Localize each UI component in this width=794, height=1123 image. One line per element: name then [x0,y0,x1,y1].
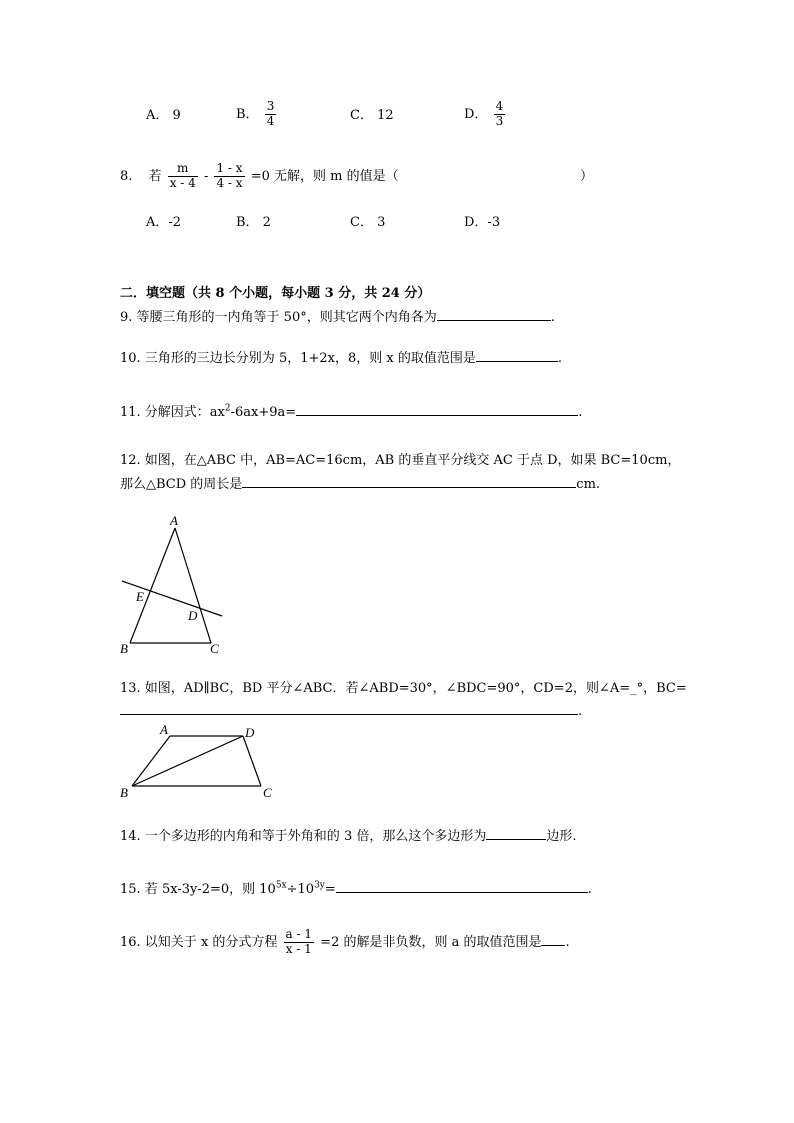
unit: cm. [576,477,601,492]
minus-sign: - [203,168,209,184]
question-10 [120,349,562,365]
q7-option-b [236,100,278,129]
answer-blank [336,880,588,893]
question-15 [120,880,592,896]
q9-text: 9. 等腰三角形的一内角等于 50°，则其它两个内角各为 [120,310,437,325]
period: . [578,405,583,420]
q8-pre: 若 [148,168,162,184]
section-title: 二．填空题（共 8 个小题，每小题 3 分，共 24 分） [120,286,431,301]
question-12-line-1: 12. 如图，在△ABC 中，AB=AC=16cm，AB 的垂直平分线交 AC 于点 D，如果 BC=10cm， [120,453,681,468]
question-number: 8. [120,168,133,184]
q8-option-b: B． 2 [236,215,271,230]
question-14 [120,827,576,843]
label-b: B [120,641,128,656]
q8-fraction-2 [214,162,244,191]
q7-option-b-prefix: B． [236,106,259,122]
superscript: 3y [314,880,325,891]
fraction-denominator: x - 1 [285,941,312,956]
fraction-numerator: 4 [495,99,504,113]
period: . [557,351,562,366]
q8-option-c: C． 3 [350,215,386,230]
q15-post: = [324,882,336,897]
trapezoid-figure-q13 [112,722,282,802]
period: . [578,704,583,719]
period: . [565,934,570,950]
q16-post: =2 的解是非负数，则 a 的取值范围是 [320,934,542,950]
label-d: D [245,725,255,740]
fraction-denominator: 4 - x [216,175,243,190]
fraction-numerator: m [177,161,189,175]
fraction-numerator: 3 [266,99,275,113]
question-13-line-2 [120,702,582,718]
segment-ab [132,736,170,786]
label-d: D [188,608,198,623]
q7-option-c: C． 12 [350,108,394,123]
label-b: B [120,785,128,800]
q10-text: 10. 三角形的三边长分别为 5，1+2x，8，则 x 的取值范围是 [120,351,476,366]
question-9 [120,308,555,324]
q16-fraction [284,928,314,957]
label-e: E [136,589,144,604]
q8-option-a: A．-2 [146,215,182,230]
label-c: C [210,641,219,656]
q8-option-d: D．-3 [464,215,501,230]
q8-fraction-1 [168,162,198,191]
q7-option-b-fraction [265,100,277,129]
label-a: A [160,722,168,737]
period: . [587,882,592,897]
fraction-denominator: 4 [266,113,275,128]
q7-option-d-fraction [494,100,506,129]
segment-ac [175,528,211,643]
answer-blank [120,702,578,715]
q14-text: 14. 一个多边形的内角和等于外角和的 3 倍，那么这个多边形为 [120,829,487,844]
q12-line2-text: 那么△BCD 的周长是 [120,477,243,492]
q16-pre: 16. 以知关于 x 的分式方程 [120,934,278,950]
segment-bd [132,736,243,786]
q7-option-d [464,100,507,129]
answer-blank [541,933,565,946]
q7-option-d-prefix: D． [464,106,488,122]
answer-blank [296,403,578,416]
q14-end: 边形. [546,829,577,844]
answer-blank [242,475,576,488]
segment-dc [243,736,261,786]
answer-blank [476,349,558,362]
fraction-denominator: 3 [495,113,504,128]
question-16 [120,928,570,957]
period: . [550,310,555,325]
label-c: C [263,785,272,800]
question-13-line-1: 13. 如图，AD∥BC，BD 平分∠ABC．若∠ABD=30°，∠BDC=90°，CD=2，则∠A=_°，BC= [120,681,687,696]
superscript: 5x [275,880,287,891]
question-12-line-2 [120,475,600,491]
segment-ab [130,528,175,643]
q15-pre: 15. 若 5x-3y-2=0，则 10 [120,882,276,897]
triangle-figure-q12 [110,508,240,660]
q8-post: =0 无解，则 m 的值是（ [250,168,399,184]
q7-option-a: A． 9 [146,108,181,123]
question-11 [120,403,582,419]
q15-mid: ÷10 [286,882,315,897]
q11-post: -6ax+9a= [230,405,297,420]
fraction-numerator: 1 - x [216,161,243,175]
q11-pre: 11. 分解因式：ax [120,405,225,420]
answer-blank [437,308,551,321]
fraction-denominator: x - 4 [169,175,196,190]
label-a: A [170,513,178,528]
superscript: 2 [224,403,231,414]
answer-blank [486,827,546,840]
q8-close-paren: ） [580,169,594,184]
fraction-numerator: a - 1 [285,927,313,941]
question-8 [120,162,399,191]
